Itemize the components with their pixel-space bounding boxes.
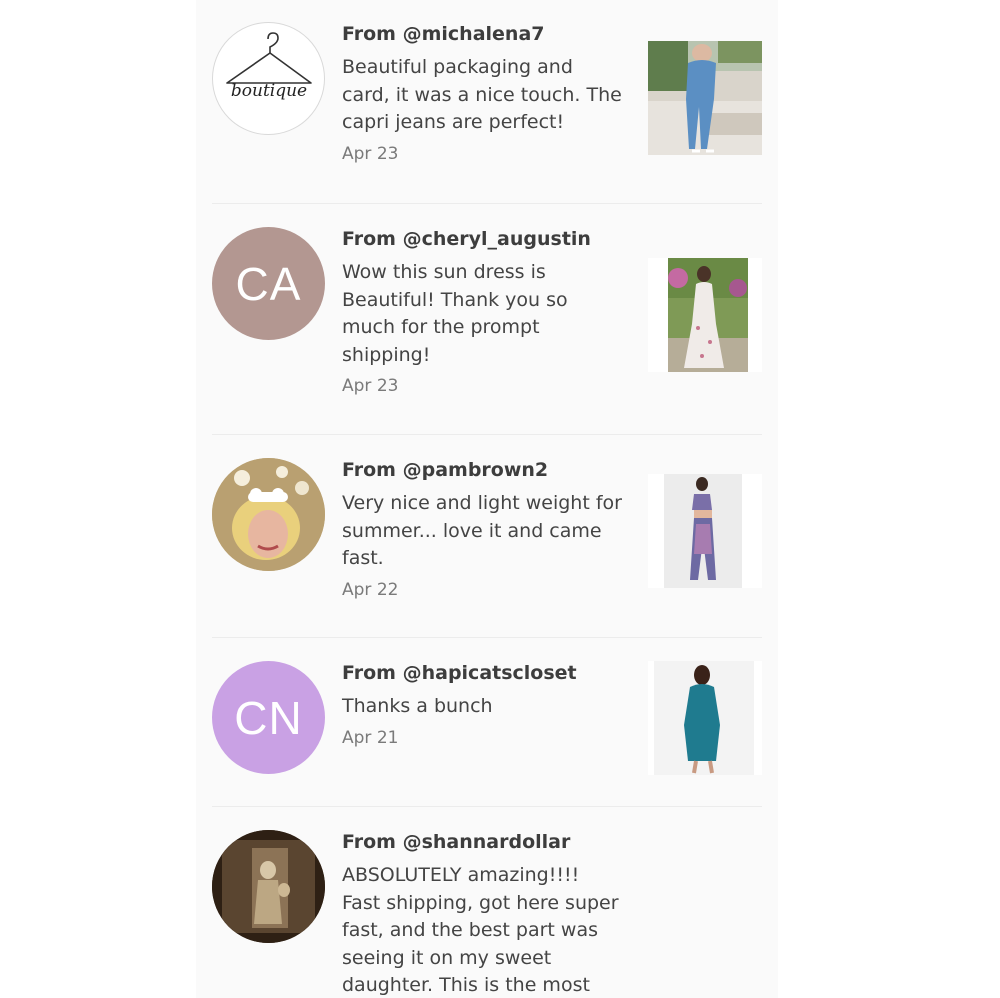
user-photo-icon[interactable] xyxy=(212,458,325,571)
avatar-initials: CA xyxy=(235,257,302,310)
review-text: Beautiful packaging and card, it was a nice touch. The capri jeans are perfect! xyxy=(342,56,622,133)
review-date: Apr 21 xyxy=(342,727,399,748)
review-text: Thanks a bunch xyxy=(342,695,493,717)
review-date: Apr 23 xyxy=(342,376,399,396)
avatar-initials: CN xyxy=(234,691,303,744)
divider xyxy=(212,806,762,807)
review-date: Apr 22 xyxy=(342,579,399,600)
divider xyxy=(212,637,762,638)
review-author[interactable]: From @michalena7 xyxy=(342,23,545,45)
review-text: Very nice and light weight for summer... love it and came fast. xyxy=(342,492,622,569)
capri-jeans-photo[interactable] xyxy=(648,41,762,155)
review-text: ABSOLUTELY amazing!!!! Fast shipping, got here super fast, and the best part was seeing it on my sweet daughter. This is the most xyxy=(342,864,619,996)
review-feed xyxy=(196,0,778,998)
review-author[interactable]: From @hapicatscloset xyxy=(342,662,577,684)
hanger-logo-icon[interactable] xyxy=(212,22,325,135)
sun-dress-photo[interactable] xyxy=(648,258,762,372)
review-author[interactable]: From @pambrown2 xyxy=(342,459,549,481)
divider xyxy=(212,203,762,204)
review-text: Wow this sun dress is Beautiful! Thank you so much for the prompt shipping! xyxy=(342,261,568,366)
avatar[interactable] xyxy=(212,661,325,774)
teal-dress-photo[interactable] xyxy=(648,661,762,775)
divider xyxy=(212,434,762,435)
sepia-photo-icon[interactable] xyxy=(212,830,325,943)
review-date: Apr 23 xyxy=(342,143,399,164)
review-author[interactable]: From @shannardollar xyxy=(342,831,571,853)
two-piece-set-photo[interactable] xyxy=(648,474,762,588)
avatar[interactable] xyxy=(212,227,325,340)
review-author[interactable]: From @cheryl_augustin xyxy=(342,228,591,250)
logo-text: boutique xyxy=(230,81,308,101)
